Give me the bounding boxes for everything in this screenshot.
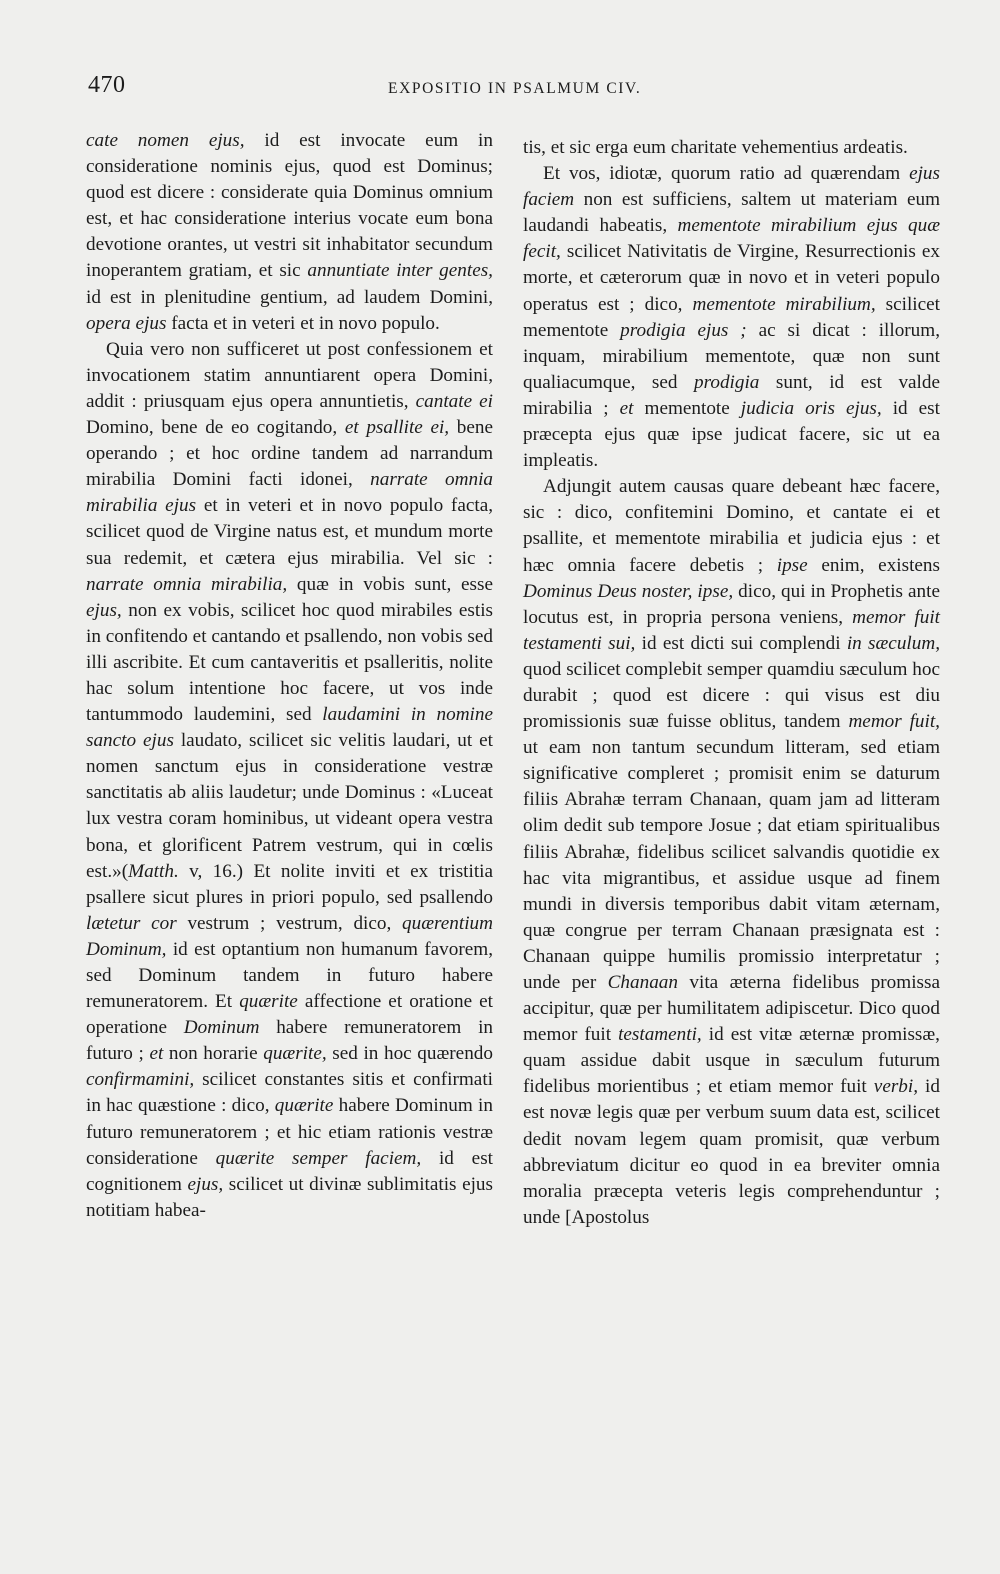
italic-text-run: prodigia [694,371,760,393]
text-run: scilicet Nativitatis de Virgine, Resurrectionis ex morte, et cæterorum quæ in novo et in veteri populo operatus est ; dico, [523,241,940,315]
right-column [523,135,940,1231]
text-run: scilicet constantes sitis et confirmati in hac quæstione : dico, [86,1069,493,1117]
text-run: habere Dominum in futuro remuneratorem ; et hic etiam rationis vestræ consideratione [86,1095,493,1169]
text-run: laudato, scilicet sic velitis laudari, ut et nomen sanctum ejus in consideratione vestræ sanctitatis ab aliis laudetur; unde Dominus : «Luceat lux vestra coram hominibus, ut videant opera vestra bona, et glorificent Patrem vestrum, qui in cœlis est.»( [86,730,493,882]
italic-text-run: et psallite ei, [344,417,450,439]
text-run: id est dicti sui complendi [635,632,847,654]
text-run: id est cognitionem [86,1147,493,1195]
italic-text-run: cantate ei [415,390,493,412]
italic-text-run: narrate omnia mirabilia ejus [86,469,493,517]
text-run: id est invocate eum in considerationе nominis ejus, quod est Dominus; quod est dicere : considerate quia Dominus omnium est, et hac consideratione interius vocate eum bona devotione orantes, ut vestri sit inhabitator secundum inoperantem gratiam, et sic [86,130,493,282]
text-run: non ex vobis, scilicet hoc quod mirabiles estis in confitendo et cantando et psallendo, non vobis sed illi ascribite. Et cum cantaveritis et psalleritis, nolite hac solum intentione hoc facere, ut vos inde tantummodo laudemini, sed [86,599,493,726]
italic-text-run: lætetur cor [86,912,177,934]
text-run: enim, existens [807,554,940,576]
italic-text-run: mementote mirabilium, [692,293,876,315]
text-run: habere remuneratorem in futuro ; [86,1017,493,1065]
text-run: non est sufficiens, saltem ut materiam eum laudandi habeatis, [523,189,940,237]
right-paragraph-1 [523,135,940,161]
italic-text-run: opera ejus [86,312,167,334]
italic-text-run: annuntiate inter gentes, [307,260,493,282]
text-run: affectione et oratione et operatione [86,991,493,1039]
italic-text-run: confirmamini, [86,1069,195,1091]
italic-text-run: cate nomen ejus, [86,130,245,151]
italic-text-run: quærite [239,991,298,1013]
text-run: ac si dicat : illorum, inquam, mirabilium mementote, quæ non sunt qualiacumque, sed [523,319,940,393]
italic-text-run: quærite, [263,1043,327,1065]
right-paragraph-2 [523,161,940,474]
text-run: vestrum ; vestrum, dico, [176,912,403,934]
page-number: 470 [88,72,126,98]
italic-text-run: memor fuit testamenti sui, [523,606,940,654]
text-run: scilicet ut divinæ sublimitatis ejus notitiam habea- [86,1173,493,1221]
text-run: vita æterna fidelibus promissa accipitur, quæ per humilitatem adipiscetur. Dico quod memor fuit [523,972,940,1046]
italic-text-run: Dominus Deus noster, ipse, [523,580,734,602]
right-paragraph-3 [523,474,940,1231]
text-run: Et vos, idiotæ, quorum ratio ad quærendam [543,163,910,185]
text-run: bene operando ; et hoc ordine tandem ad narrandum mirabilia Domini facti idonei, [86,417,493,491]
text-run: et in veteri et in novo populo facta, scilicet quod de Virgine natus est, et mundum morte sua redemit, et cætera ejus mirabilia. Vel sic : [86,495,494,569]
text-run: sunt, id est valde mirabilia ; [523,371,940,419]
text-run: mementote [633,397,741,419]
italic-text-run: narrate omnia mirabilia, [86,573,288,595]
text-run: quod scilicet complebit semper quamdiu sæculum hoc durabit ; quod est dicere : qui visus est diu promissionis suæ fuisse oblitus, tandem [523,658,940,733]
italic-text-run: memor fuit, [848,711,940,733]
italic-text-run: quærite semper faciem, [215,1147,422,1169]
text-run: v, 16.) Et nolite inviti et ex tristitia psallere sicut plures in priori populo, sed psallendo [86,860,493,908]
text-run: sed in hoc quærendo [326,1043,493,1065]
italic-text-run: mementote mirabilium ejus quæ fecit, [523,215,941,263]
italic-text-run: et [619,397,634,419]
italic-text-run: ejus faciem [523,163,940,211]
italic-text-run: Chanaan [607,972,678,993]
text-run: non horarie [163,1043,264,1065]
text-run: id est novæ legis quæ per verbum suum data est, scilicet dedit novam legem quam promisit, quæ verbum abbreviatum dicitur eo quod in ea breviter omnia moralia præcepta veteris legis comprehenduntur ; unde [Apostolus [523,1076,940,1228]
text-run: Domino, bene de eo cogitando, [86,417,345,439]
italic-text-run: verbi, [873,1076,919,1098]
italic-text-run: ejus, [86,599,122,621]
text-run: Adjungit autem causas quare debeant hæc facere, sic : dico, confitemini Domino, et cantate ei et psallite, et mementote mirabilia et judicia ejus : et hæc omnia facere debetis ; [523,476,940,576]
italic-text-run: ejus, [187,1173,224,1195]
text-run: ut eam non tantum secundum litteram, sed etiam significative compleret ; promisit enim se daturum filiis Abrahæ terram Chanaan, quam jam ad litteram olim dedit sub tempore Josue ; dat etiam spiritualibus filiis Abrahæ, fidelibus scilicet salvandis quotidie ex hac vita migrantibus, et assidue usque ad finem mundi in diversis temporibus dabit vitam æternam, quæ congrue per terram Chanaan præsignata est : Chanaan quippe humilis promissio interpretatur ; unde per [523,737,940,993]
text-run: id est in plenitudine gentium, ad laudem Domini, [86,286,493,308]
text-run: facta et in veteri et in novo populo. [166,312,440,334]
italic-text-run: quærentium Dominum, [86,912,494,960]
italic-text-run: in sæculum, [846,632,940,654]
italic-text-run: prodigia ejus ; [620,319,747,341]
text-run: quæ in vobis sunt, esse [287,573,493,595]
italic-text-run: Matth. [128,860,179,882]
text-run: scilicet mementote [523,293,941,341]
italic-text-run: judicia oris ejus, [740,397,882,419]
italic-text-run: ipse [776,554,808,576]
italic-text-run: quærite [274,1095,334,1117]
text-run: id est præcepta ejus quæ ipse judicat facere, sic ut ea impleatis. [523,397,940,472]
left-paragraph-1 [86,128,493,337]
left-column [86,128,493,1224]
running-title: EXPOSITIO IN PSALMUM CIV. [388,80,642,97]
text-run: id est vitæ æternæ promissæ, quam assidue dabit usque in sæculum futurum fidelibus morientibus ; et etiam memor fuit [523,1024,940,1098]
text-run: id est optantium non humanum favorem, sed Dominum tandem in futuro habere remuneratorem. Et [86,938,493,1013]
page-header [88,72,936,106]
text-run: Quia vero non sufficeret ut post confessionem et invocationem statim annuntiarent opera Domini, addit : priusquam ejus opera annuntietis, [86,338,493,412]
italic-text-run: testamenti, [618,1024,702,1046]
italic-text-run: laudamini in nomine sancto ejus [86,704,493,752]
text-run: tis, et sic erga eum charitate vehementius ardeatis. [523,137,908,158]
italic-text-run: Dominum [183,1017,260,1039]
italic-text-run: et [149,1043,164,1065]
text-run: dico, qui in Prophetis ante locutus est, in propria persona veniens, [523,580,940,628]
left-paragraph-2 [86,337,493,1224]
